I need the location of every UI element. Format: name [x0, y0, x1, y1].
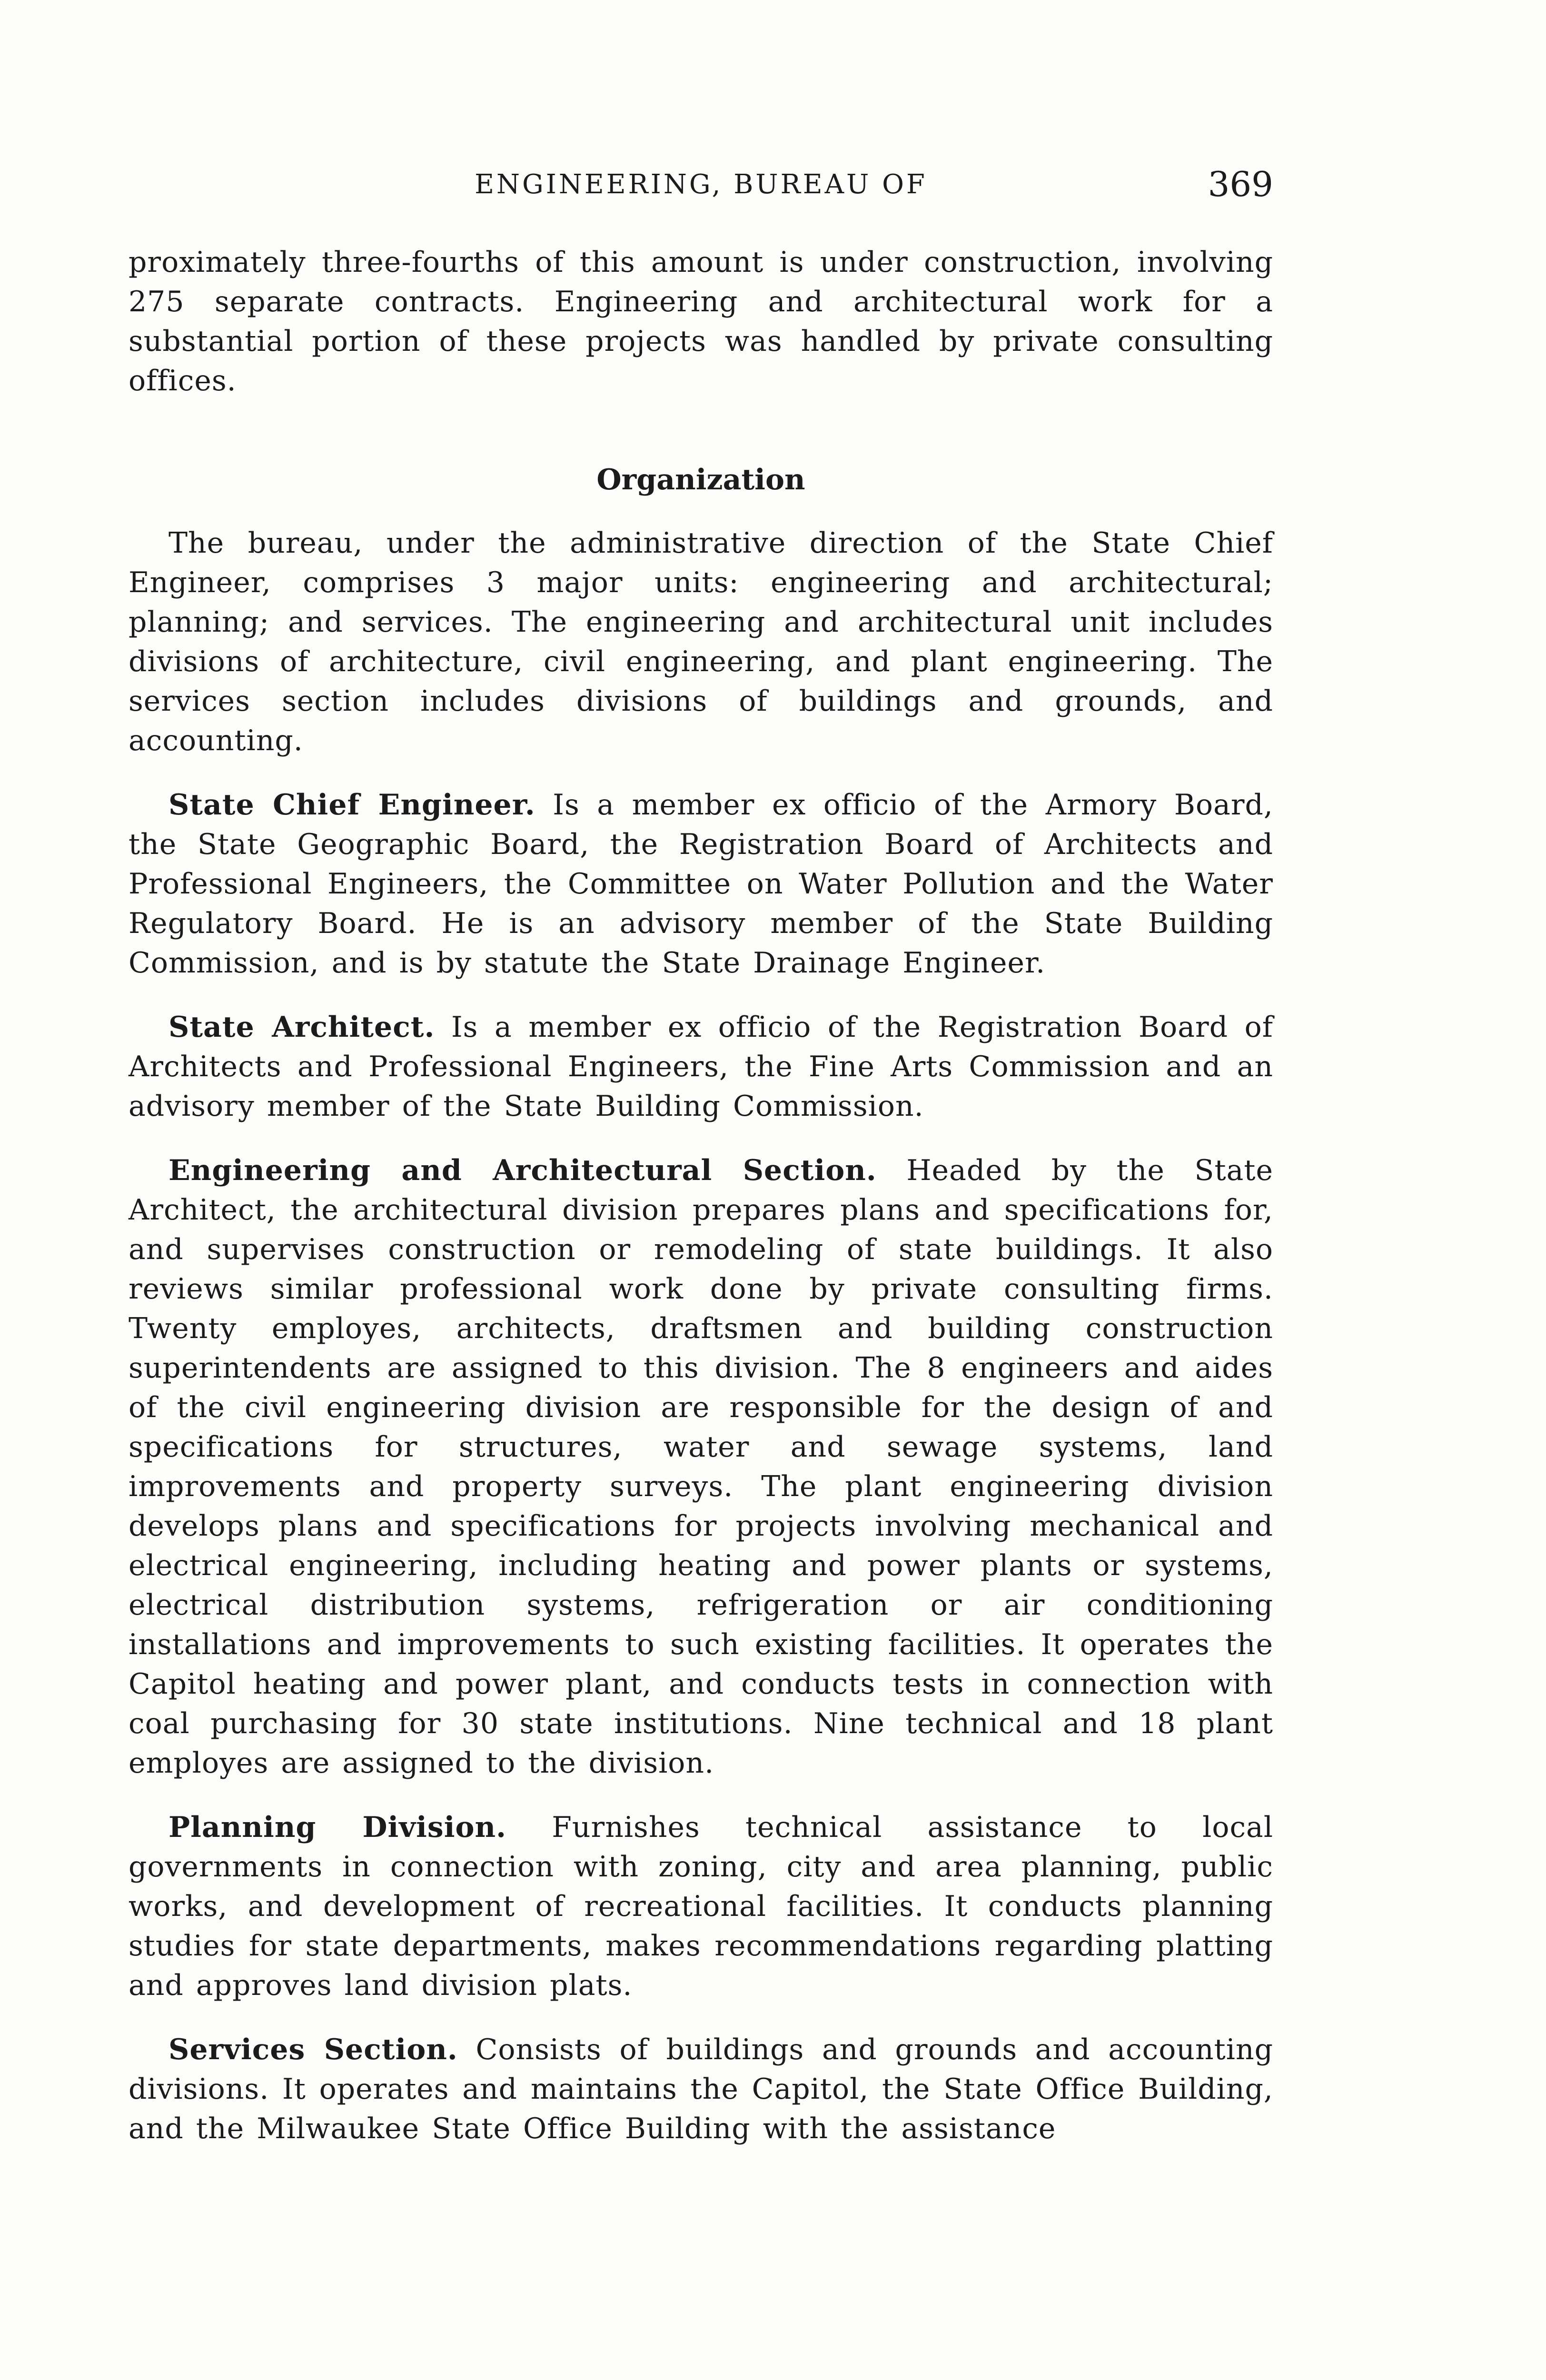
paragraph-text-state-chief-engineer: Is a member ex officio of the Armory Board, the State Geographic Board, the Registration Board of Architects and Professional Engineers, the Committee on Water Pollution and the Water Regulatory Board. He is an advisory member of the State Building Commission, and is by statute the State Drainage Engineer. [129, 788, 1273, 980]
paragraph-state-architect [129, 1008, 1273, 1126]
page-header [129, 164, 1273, 217]
section-heading-organization: Organization [596, 463, 805, 496]
paragraph-lead-services-section: Services Section. [168, 2033, 458, 2066]
paragraph-planning-division [129, 1808, 1273, 2005]
paragraph-text-engineering-architectural-section: Headed by the State Architect, the architectural division prepares plans and specifications for, and supervises construction or remodeling of state buildings. It also reviews similar professional work done by private consulting firms. Twenty employes, architects, draftsmen and building construction superintendents are assigned to this division. The 8 engineers and aides of the civil engineering division are responsible for the design of and specifications for structures, water and sewage systems, land improvements and property surveys. The plant engineering division develops plans and specifications for projects involving mechanical and electrical engineering, including heating and power plants or systems, electrical distribution systems, refrigeration or air conditioning installations and improvements to such existing facilities. It operates the Capitol heating and power plant, and conducts tests in connection with coal purchasing for 30 state institutions. Nine technical and 18 plant employes are assigned to the division. [129, 1154, 1273, 1780]
paragraph-lead-state-chief-engineer: State Chief Engineer. [168, 788, 535, 822]
organization-paragraph: The bureau, under the administrative direction of the State Chief Engineer, comprises 3 major units: engineering and architectural; planning; and services. The engineering and architectural unit includes divisions of architecture, civil engineering, and plant engineering. The services section includes divisions of buildings and grounds, and accounting. [129, 526, 1273, 757]
paragraph-state-chief-engineer [129, 785, 1273, 983]
paragraph-lead-engineering-architectural-section: Engineering and Architectural Section. [168, 1154, 877, 1187]
running-head: ENGINEERING, BUREAU OF [475, 169, 927, 200]
paragraph-text-services-section: Consists of buildings and grounds and accounting divisions. It operates and maintains the Capitol, the State Office Building, and the Milwaukee State Office Building with the assistance [129, 2033, 1273, 2145]
paragraph-text-state-architect: Is a member ex officio of the Registration Board of Architects and Professional Engineers, the Fine Arts Commission and an advisory member of the State Building Commission. [129, 1011, 1274, 1123]
page-number: 369 [1208, 164, 1273, 204]
paragraph-services-section [129, 2030, 1273, 2149]
paragraph-engineering-architectural-section [129, 1151, 1273, 1783]
intro-paragraph: proximately three-fourths of this amount is under construction, involving 275 separate contracts. Engineering and architectural work for a substantial portion of these projects was handled by private consulting offices. [129, 246, 1273, 397]
page-body [129, 243, 1273, 2149]
paragraph-lead-planning-division: Planning Division. [168, 1811, 507, 1844]
paragraph-lead-state-architect: State Architect. [168, 1011, 435, 1044]
paragraph-text-planning-division: Furnishes technical assistance to local governments in connection with zoning, city and area planning, public works, and development of recreational facilities. It conducts planning studies for state departments, makes recommendations regarding platting and approves land division plats. [129, 1811, 1274, 2002]
